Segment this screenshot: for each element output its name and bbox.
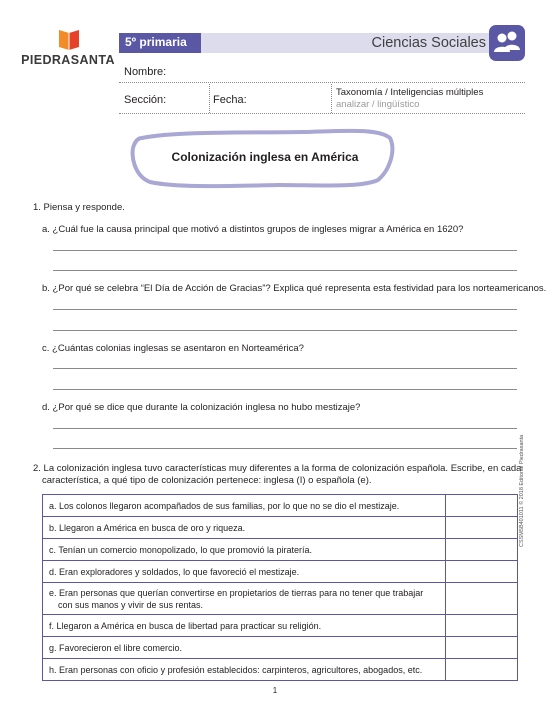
answer-line[interactable] (53, 448, 517, 449)
classification-table (42, 494, 518, 681)
table-row (43, 561, 518, 583)
statement-e (43, 583, 446, 615)
answer-line[interactable] (53, 309, 517, 310)
answer-line[interactable] (53, 368, 517, 369)
taxonomy-label: Taxonomía / Inteligencias múltiples (336, 87, 484, 98)
statement-c: c. Tenían un comercio monopolizado, lo que promovió la piratería. (43, 539, 446, 561)
question-1-heading: 1. Piensa y responde. (33, 202, 125, 213)
question-1a: a. ¿Cuál fue la causa principal que motivó a distintos grupos de ingleses migrar a América en 1620? (42, 224, 464, 235)
answer-cell[interactable] (446, 517, 518, 539)
taxonomy-value: analizar / lingüístico (336, 99, 420, 110)
table-row (43, 583, 518, 615)
statement-e-line-1: e. Eran personas que querían convertirse en propietarios de tierras para no tener que trabajar (49, 587, 424, 598)
answer-line[interactable] (53, 330, 517, 331)
divider (331, 84, 332, 113)
statement-b: b. Llegaron a América en busca de oro y riqueza. (43, 517, 446, 539)
grade-label: 5º primaria (119, 33, 201, 53)
answer-cell[interactable] (446, 659, 518, 681)
nombre-line[interactable] (119, 82, 525, 83)
question-2-heading-cont: característica, a qué tipo de colonización pertenece: inglesa (I) o española (e). (42, 475, 372, 486)
page-number: 1 (272, 686, 278, 695)
statement-g: g. Favorecieron el libre comercio. (43, 637, 446, 659)
statement-f: f. Llegaron a América en busca de libertad para practicar su religión. (43, 615, 446, 637)
statement-d: d. Eran exploradores y soldados, lo que favoreció el mestizaje. (43, 561, 446, 583)
question-1b: b. ¿Por qué se celebra “El Día de Acción de Gracias”? Explica qué representa esta festividad para los norteamericanos. (42, 283, 547, 294)
publisher-logo (18, 30, 118, 72)
answer-line[interactable] (53, 250, 517, 251)
publisher-name: PIEDRASANTA (21, 53, 115, 67)
book-logo-icon (58, 30, 80, 50)
table-row (43, 495, 518, 517)
nombre-label: Nombre: (124, 66, 167, 78)
table-row (43, 517, 518, 539)
answer-cell[interactable] (446, 561, 518, 583)
answer-cell[interactable] (446, 615, 518, 637)
statement-h: h. Eran personas con oficio y profesión establecidos: carpinteros, agricultores, abogados, etc. (43, 659, 446, 681)
question-1d: d. ¿Por qué se dice que durante la colonización inglesa no hubo mestizaje? (42, 402, 361, 413)
people-icon (489, 25, 525, 61)
header-bottom-line (119, 113, 525, 114)
answer-line[interactable] (53, 428, 517, 429)
answer-line[interactable] (53, 270, 517, 271)
answer-cell[interactable] (446, 637, 518, 659)
seccion-label: Sección: (124, 94, 167, 106)
worksheet-title: Colonización inglesa en América (171, 150, 359, 164)
subject-label: Ciencias Sociales (201, 33, 492, 53)
table-row (43, 637, 518, 659)
question-1c: c. ¿Cuántas colonias inglesas se asentaron en Norteamérica? (42, 343, 304, 354)
answer-cell[interactable] (446, 539, 518, 561)
statement-a: a. Los colonos llegaron acompañados de sus familias, por lo que no se dio el mestizaje. (43, 495, 446, 517)
table-row (43, 539, 518, 561)
copyright-side-text: CSSM5B401011 © 2018 Editorial Piedrasanta (519, 434, 525, 547)
fecha-label: Fecha: (213, 94, 247, 106)
table-row (43, 659, 518, 681)
answer-line[interactable] (53, 389, 517, 390)
answer-cell[interactable] (446, 495, 518, 517)
divider (209, 84, 210, 113)
question-2-heading: 2. La colonización inglesa tuvo características muy diferentes a la forma de colonización española. Escribe, en cada (33, 463, 522, 474)
answer-cell[interactable] (446, 583, 518, 615)
statement-e-line-2: con sus manos y vivir de sus rentas. (58, 599, 204, 610)
table-row (43, 615, 518, 637)
